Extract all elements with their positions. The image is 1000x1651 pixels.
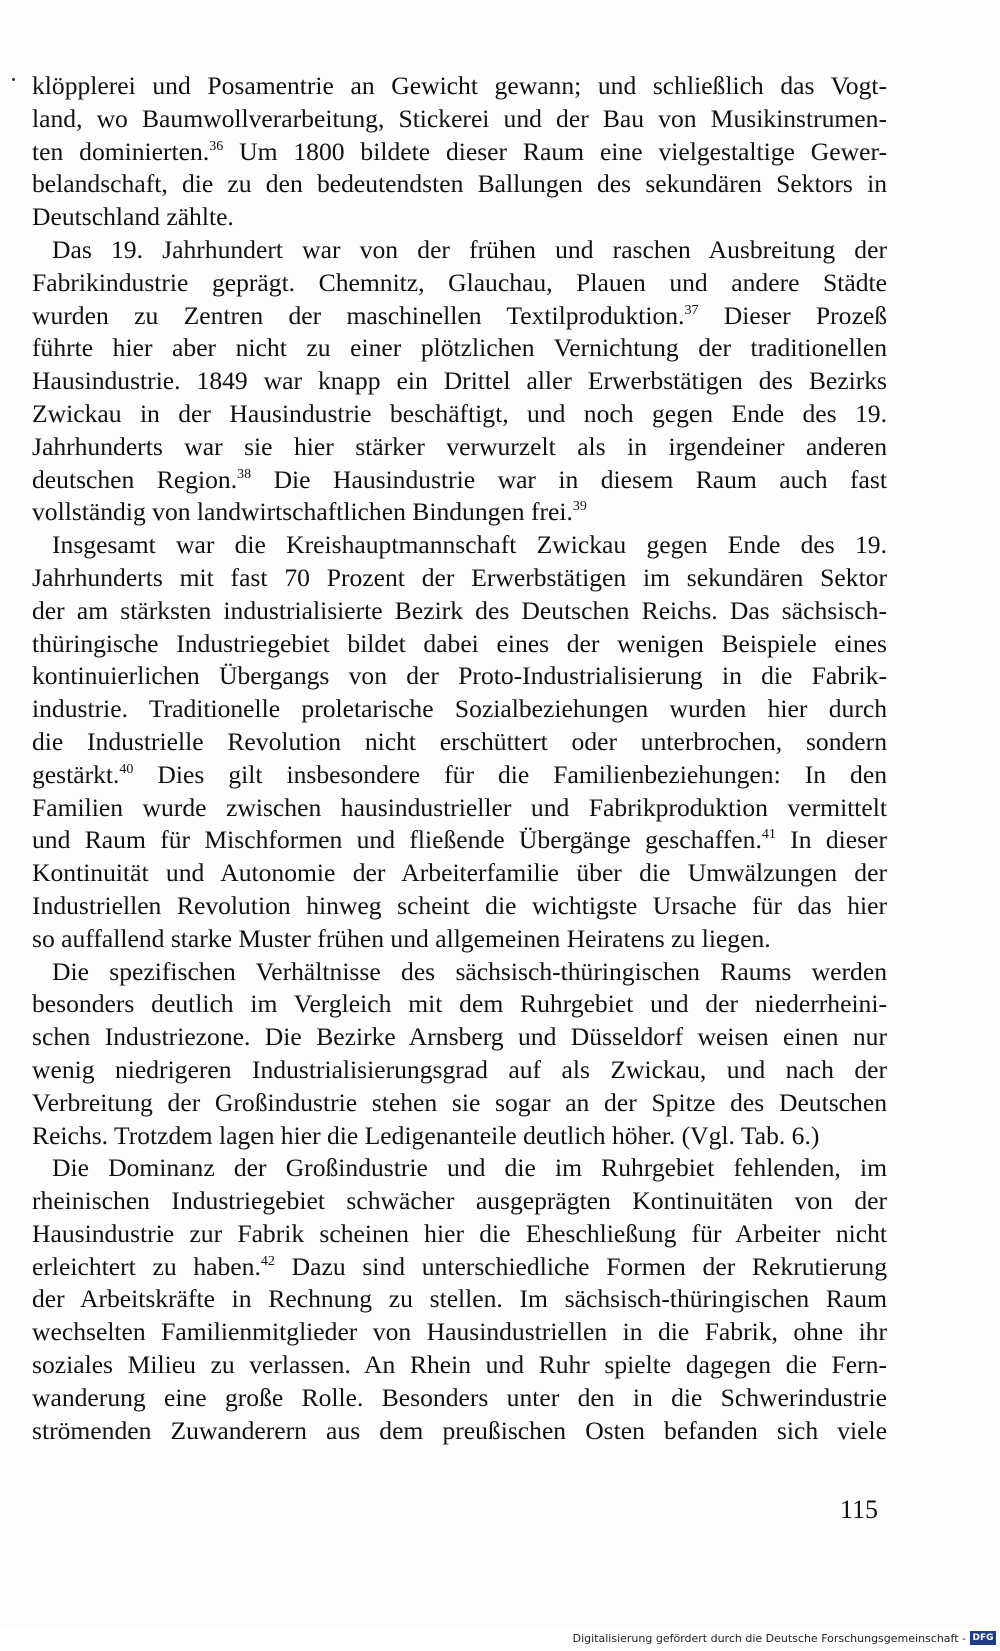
text-line: Kontinuität und Autonomie der Arbeiterfamilie über die Umwälzungen der	[32, 858, 887, 888]
paragraph	[32, 70, 887, 234]
footnote-marker: 38	[237, 466, 252, 482]
text-line: Zwickau in der Hausindustrie beschäftigt, und noch gegen Ende des 19.	[32, 398, 887, 428]
text-line: belandschaft, die zu den bedeutendsten Ballungen des sekundären Sektors in	[32, 169, 887, 199]
footnote-marker: 37	[684, 302, 699, 318]
text-line	[32, 300, 887, 333]
paragraph	[32, 529, 887, 955]
footer-credit-text: Digitalisierung gefördert durch die Deutsche Forschungsgemeinschaft -	[572, 1632, 966, 1645]
paragraph	[32, 956, 887, 1153]
text-line: Verbreitung der Großindustrie stehen sie sogar an der Spitze des Deutschen	[32, 1087, 887, 1117]
text-line	[32, 136, 887, 169]
text-line: Die Dominanz der Großindustrie und die im Ruhrgebiet fehlenden, im	[52, 1153, 887, 1183]
text-line: Reichs. Trotzdem lagen hier die Ledigenanteile deutlich höher. (Vgl. Tab. 6.)	[32, 1120, 820, 1150]
text-line: rheinischen Industriegebiet schwächer ausgeprägten Kontinuitäten von der	[32, 1186, 887, 1216]
text-line: wechselten Familienmitglieder von Hausindustriellen in die Fabrik, ohne ihr	[32, 1317, 887, 1347]
text-line: Familien wurde zwischen hausindustrieller und Fabrikproduktion vermittelt	[32, 792, 887, 822]
text-line: land, wo Baumwollverarbeitung, Stickerei und der Bau von Musikinstrumen-	[32, 103, 887, 133]
text-line: Insgesamt war die Kreishauptmannschaft Zwickau gegen Ende des 19.	[52, 530, 887, 560]
digitization-footer	[0, 1628, 1000, 1651]
text-line: Hausindustrie. 1849 war knapp ein Drittel aller Erwerbstätigen des Bezirks	[32, 366, 887, 396]
footnote-marker: 36	[209, 138, 224, 154]
text-line: wanderung eine große Rolle. Besonders unter den in die Schwerindustrie	[32, 1382, 887, 1412]
text-line: Industriellen Revolution hinweg scheint die wichtigste Ursache für das hier	[32, 890, 887, 920]
line-text: gestärkt.	[32, 759, 120, 789]
line-text: Die Hausindustrie war in diesem Raum auch fast	[251, 464, 887, 494]
paragraph	[32, 234, 887, 529]
text-line: Die spezifischen Verhältnisse des sächsisch-thüringischen Raums werden	[52, 956, 887, 986]
text-line: der Arbeitskräfte in Rechnung zu stellen. Im sächsisch-thüringischen Raum	[32, 1284, 887, 1314]
text-line: Hausindustrie zur Fabrik scheinen hier die Eheschließung für Arbeiter nicht	[32, 1218, 887, 1248]
line-text: Dieser Prozeß	[698, 300, 887, 330]
text-line: der am stärksten industrialisierte Bezirk des Deutschen Reichs. Das sächsisch-	[32, 595, 887, 625]
line-text: und Raum für Mischformen und fließende Übergänge geschaffen.	[32, 825, 762, 855]
text-line: klöpplerei und Posamentrie an Gewicht gewann; und schließlich das Vogt-	[32, 71, 887, 100]
footnote-marker: 40	[119, 761, 134, 777]
line-text: In dieser	[775, 825, 887, 855]
text-line	[32, 759, 887, 792]
line-text: erleichtert zu haben.	[32, 1251, 261, 1281]
text-line: so auffallend starke Muster frühen und allgemeinen Heiratens zu liegen.	[32, 923, 771, 953]
dfg-logo: DFG	[970, 1631, 996, 1645]
text-line: Das 19. Jahrhundert war von der frühen und raschen Ausbreitung der	[52, 234, 887, 264]
text-line: besonders deutlich im Vergleich mit dem Ruhrgebiet und der niederrheini-	[32, 989, 887, 1019]
line-text: Um 1800 bildete dieser Raum eine vielgestaltige Gewer-	[223, 136, 887, 166]
text-line: Fabrikindustrie geprägt. Chemnitz, Glauchau, Plauen und andere Städte	[32, 267, 887, 297]
line-text: vollständig von landwirtschaftlichen Bindungen frei.	[32, 497, 573, 527]
text-line: strömenden Zuwanderern aus dem preußischen Osten befanden sich viele	[32, 1415, 887, 1445]
text-line: thüringische Industriegebiet bildet dabei eines der wenigen Beispiele eines	[32, 628, 887, 658]
text-line	[32, 824, 887, 857]
footnote-marker: 39	[572, 499, 587, 515]
text-line: soziales Milieu zu verlassen. An Rhein und Ruhr spielte dagegen die Fern-	[32, 1350, 887, 1380]
text-line: wenig niedrigeren Industrialisierungsgrad auf als Zwickau, und nach der	[32, 1054, 887, 1084]
line-text: ten dominierten.	[32, 136, 210, 166]
text-line: industrie. Traditionelle proletarische Sozialbeziehungen wurden hier durch	[32, 694, 887, 724]
text-line: Jahrhunderts war sie hier stärker verwurzelt als in irgendeiner anderen	[32, 431, 887, 461]
line-text: Dazu sind unterschiedliche Formen der Rekrutierung	[274, 1251, 888, 1281]
body-text	[32, 70, 887, 1447]
text-line: Jahrhunderts mit fast 70 Prozent der Erwerbstätigen im sekundären Sektor	[32, 562, 887, 592]
text-line: führte hier aber nicht zu einer plötzlichen Vernichtung der traditionellen	[32, 333, 887, 363]
footnote-marker: 42	[260, 1253, 275, 1269]
paragraph	[32, 1152, 887, 1447]
footnote-marker: 41	[761, 827, 776, 843]
text-line	[32, 1251, 887, 1284]
text-line: schen Industriezone. Die Bezirke Arnsberg und Düsseldorf weisen einen nur	[32, 1022, 887, 1052]
text-line	[32, 496, 887, 529]
line-text: wurden zu Zentren der maschinellen Textilproduktion.	[32, 300, 685, 330]
line-text: deutschen Region.	[32, 464, 238, 494]
text-line: kontinuierlichen Übergangs von der Proto-Industrialisierung in die Fabrik-	[32, 661, 887, 691]
page-number: 115	[840, 1495, 879, 1524]
line-text: Dies gilt insbesondere für die Familienbeziehungen: In den	[133, 759, 887, 789]
text-line	[32, 464, 887, 497]
text-line: die Industrielle Revolution nicht erschüttert oder unterbrochen, sondern	[32, 726, 887, 756]
scan-speck	[12, 78, 15, 81]
text-line: Deutschland zählte.	[32, 202, 234, 232]
